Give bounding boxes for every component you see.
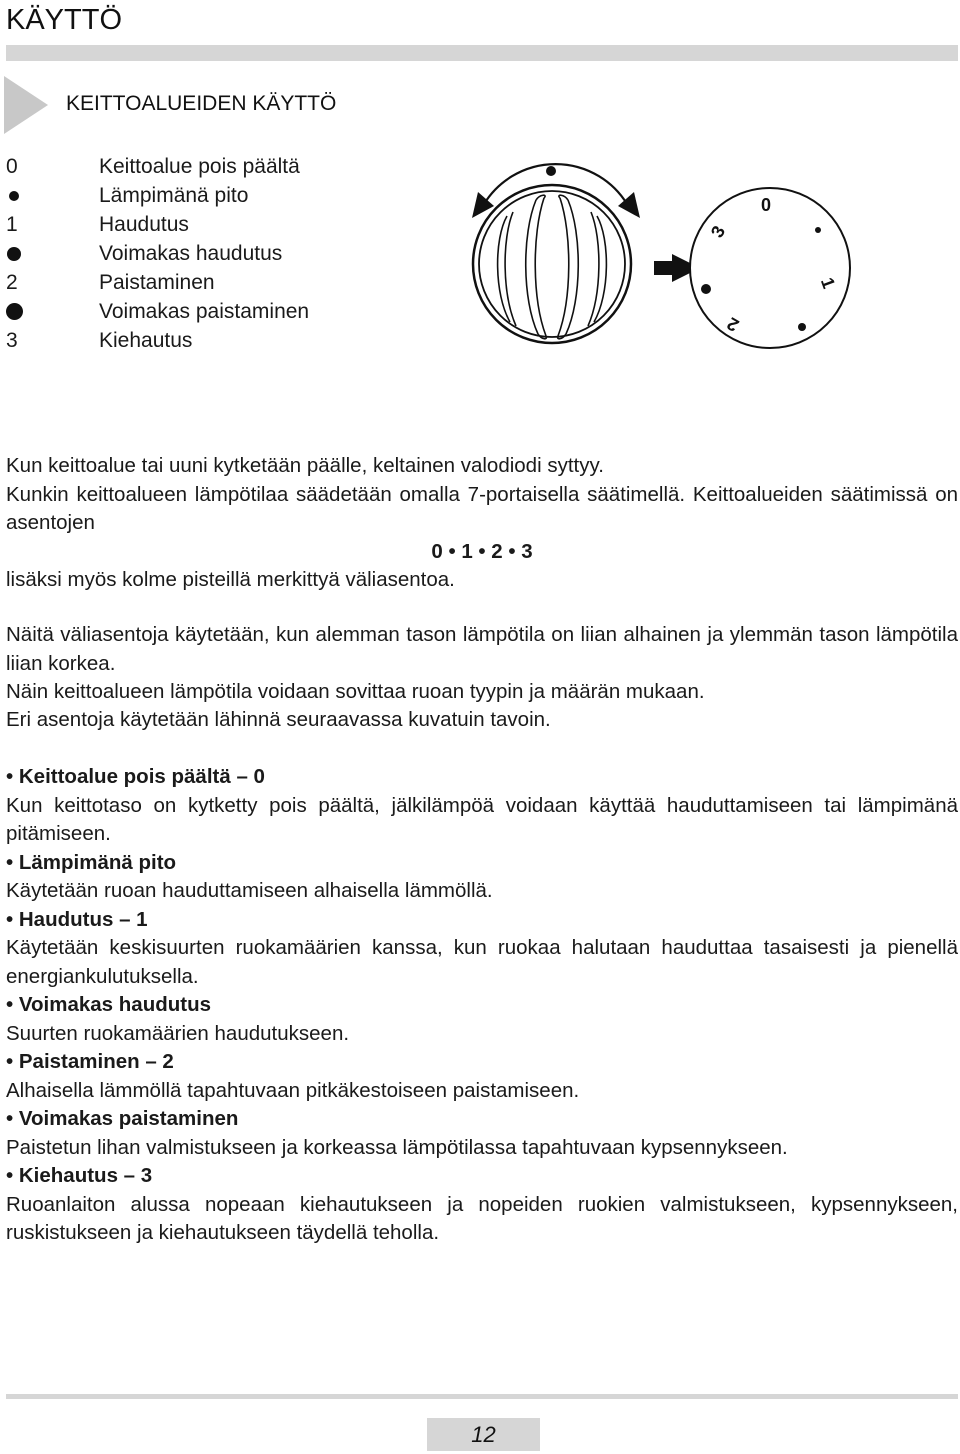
title-divider (6, 45, 958, 61)
setting-text: Suurten ruokamäärien haudutukseen. (6, 1021, 350, 1045)
paragraph: Näitä väliasentoja käytetään, kun alemman tason lämpötila on liian alhainen ja ylemmän tason lämpötila liian korkea. (6, 623, 958, 675)
legend-key: 1 (6, 213, 18, 236)
large-dot-icon (6, 303, 23, 320)
setting-text: Käytetään ruoan hauduttamiseen alhaisella lämmöllä. (6, 879, 493, 902)
setting-item (6, 1048, 958, 1105)
setting-heading: • Voimakas haudutus (6, 993, 212, 1016)
legend-label: Lämpimänä pito (99, 184, 249, 207)
setting-heading: • Voimakas paistaminen (6, 1107, 239, 1130)
footer-divider (6, 1394, 958, 1399)
legend-label: Voimakas paistaminen (99, 300, 310, 323)
paragraph: Eri asentoja käytetään lähinnä seuraavassa kuvatuin tavoin. (6, 708, 551, 731)
dial-label-1: 1 (816, 274, 840, 292)
legend-label: Haudutus (99, 213, 189, 236)
page-title: KÄYTTÖ (6, 4, 123, 36)
intro-text (6, 452, 958, 595)
setting-item (6, 763, 958, 849)
setting-item (6, 1162, 958, 1248)
legend-label: Voimakas haudutus (99, 242, 283, 265)
setting-heading: • Keittoalue pois päältä – 0 (6, 765, 265, 788)
legend-label: Paistaminen (99, 271, 215, 294)
paragraph-line: Kun keittoalue tai uuni kytketään päälle, keltainen valodiodi syttyy. (6, 454, 604, 477)
dial-dot-small-icon (815, 227, 821, 233)
setting-text: Alhaisella lämmöllä tapahtuvaan pitkäkestoiseen paistamiseen. (6, 1078, 580, 1102)
page-number: 12 (427, 1418, 540, 1451)
section-arrow-icon (4, 76, 48, 134)
legend-key: 3 (6, 329, 18, 352)
setting-heading: • Paistaminen – 2 (6, 1050, 174, 1073)
setting-text: Kun keittotaso on kytketty pois päältä, jälkilämpöä voidaan käyttää hauduttamiseen tai lämpimänä pitämiseen. (6, 793, 958, 845)
indicator-dot-icon (546, 166, 556, 176)
knob-diagram (462, 154, 862, 354)
setting-heading: • Kiehautus – 3 (6, 1164, 153, 1187)
paragraph-line: lisäksi myös kolme pisteillä merkittyä väliasentoa. (6, 568, 455, 591)
dial-label-0: 0 (761, 195, 772, 215)
legend-key: 2 (6, 271, 18, 294)
setting-text: Käytetään keskisuurten ruokamäärien kanssa, kun ruokaa halutaan hauduttaa tasaisesti ja pienellä energiankulutuksella. (6, 936, 958, 988)
legend-label: Keittoalue pois päältä (99, 155, 300, 178)
setting-scale-dial (690, 188, 850, 348)
paragraph: Näin keittoalueen lämpötila voidaan sovittaa ruoan tyypin ja määrän mukaan. (6, 680, 705, 703)
setting-item (6, 1105, 958, 1162)
dial-label-2: 2 (723, 313, 743, 336)
setting-text: Ruoanlaiton alussa nopeaan kiehautukseen ja nopeiden ruokien valmistukseen, kypsennykseen, ruskistukseen ja kiehautukseen täydellä teholla. (6, 1192, 958, 1244)
small-dot-icon (9, 191, 19, 201)
knob-icon (473, 185, 631, 343)
paragraph-line: Kunkin keittoalueen lämpötilaa säädetään omalla 7-portaisella säätimellä. Keittoalueiden säätimissä on asentojen (6, 482, 958, 534)
dial-dot-medium-icon (798, 323, 806, 331)
setting-item (6, 906, 958, 992)
section-heading: KEITTOALUEIDEN KÄYTTÖ (66, 92, 337, 115)
medium-dot-icon (7, 247, 21, 261)
dial-label-3: 3 (706, 222, 730, 242)
setting-item (6, 849, 958, 906)
setting-heading: • Lämpimänä pito (6, 850, 177, 874)
setting-heading: • Haudutus – 1 (6, 907, 148, 931)
setting-item (6, 991, 958, 1048)
legend-label: Kiehautus (99, 329, 193, 352)
dial-dot-large-icon (701, 284, 711, 294)
setting-text: Paistetun lihan valmistukseen ja korkeassa lämpötilassa tapahtuvaan kypsennykseen. (6, 1135, 788, 1159)
settings-list (6, 763, 958, 1248)
legend-key: 0 (6, 155, 18, 178)
positions-line: 0 • 1 • 2 • 3 (431, 539, 533, 563)
